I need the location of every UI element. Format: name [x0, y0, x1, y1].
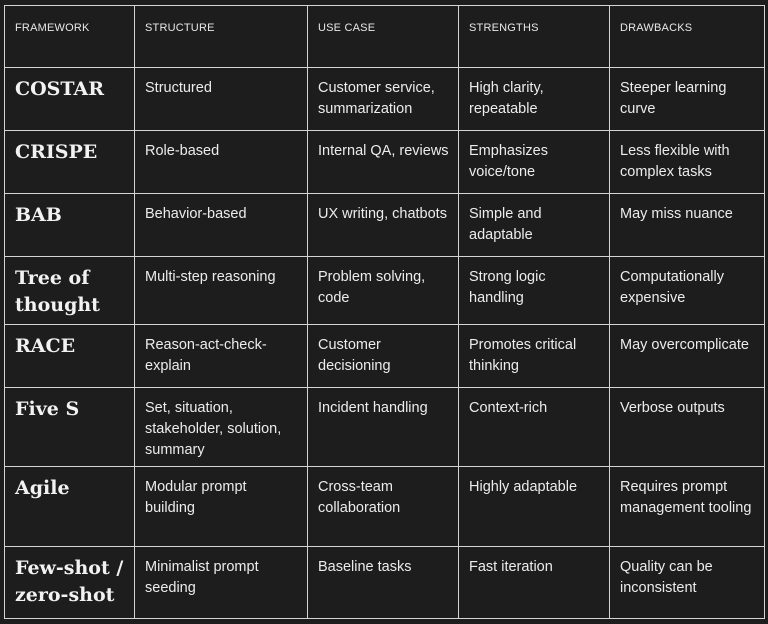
structure-cell: Structured: [135, 68, 308, 131]
header-framework: FRAMEWORK: [5, 6, 135, 68]
use-case-cell: Customer decisioning: [308, 325, 459, 388]
table-row: [5, 467, 765, 547]
framework-cell: Five S: [5, 388, 135, 467]
use-case-cell: Problem solving, code: [308, 257, 459, 325]
structure-cell: Set, situation, stakeholder, solution, summary: [135, 388, 308, 467]
table-row: [5, 547, 765, 619]
structure-cell: Behavior-based: [135, 194, 308, 257]
framework-cell: RACE: [5, 325, 135, 388]
drawbacks-cell: Computationally expensive: [610, 257, 765, 325]
use-case-cell: Internal QA, reviews: [308, 131, 459, 194]
structure-cell: Reason-act-check-explain: [135, 325, 308, 388]
header-strengths: STRENGTHS: [459, 6, 610, 68]
use-case-cell: UX writing, chatbots: [308, 194, 459, 257]
drawbacks-cell: May overcomplicate: [610, 325, 765, 388]
framework-comparison-table: [4, 5, 765, 619]
structure-cell: Multi-step reasoning: [135, 257, 308, 325]
table-row: [5, 131, 765, 194]
strengths-cell: Highly adaptable: [459, 467, 610, 547]
use-case-cell: Customer service, summarization: [308, 68, 459, 131]
table-row: [5, 388, 765, 467]
framework-cell: Tree of thought: [5, 257, 135, 325]
framework-cell: Agile: [5, 467, 135, 547]
strengths-cell: Simple and adaptable: [459, 194, 610, 257]
header-drawbacks: DRAWBACKS: [610, 6, 765, 68]
drawbacks-cell: Quality can be inconsistent: [610, 547, 765, 619]
drawbacks-cell: Requires prompt management tooling: [610, 467, 765, 547]
framework-cell: BAB: [5, 194, 135, 257]
use-case-cell: Baseline tasks: [308, 547, 459, 619]
table-row: [5, 194, 765, 257]
strengths-cell: High clarity, repeatable: [459, 68, 610, 131]
strengths-cell: Context-rich: [459, 388, 610, 467]
header-row: [5, 6, 765, 68]
drawbacks-cell: May miss nuance: [610, 194, 765, 257]
strengths-cell: Strong logic handling: [459, 257, 610, 325]
use-case-cell: Incident handling: [308, 388, 459, 467]
structure-cell: Modular prompt building: [135, 467, 308, 547]
strengths-cell: Promotes critical thinking: [459, 325, 610, 388]
structure-cell: Minimalist prompt seeding: [135, 547, 308, 619]
table-row: [5, 325, 765, 388]
drawbacks-cell: Less flexible with complex tasks: [610, 131, 765, 194]
header-structure: STRUCTURE: [135, 6, 308, 68]
drawbacks-cell: Steeper learning curve: [610, 68, 765, 131]
table-row: [5, 257, 765, 325]
framework-cell: Few-shot / zero-shot: [5, 547, 135, 619]
structure-cell: Role-based: [135, 131, 308, 194]
header-use-case: USE CASE: [308, 6, 459, 68]
table-row: [5, 68, 765, 131]
drawbacks-cell: Verbose outputs: [610, 388, 765, 467]
strengths-cell: Fast iteration: [459, 547, 610, 619]
framework-comparison-table-container: [4, 5, 764, 620]
strengths-cell: Emphasizes voice/tone: [459, 131, 610, 194]
framework-cell: COSTAR: [5, 68, 135, 131]
framework-cell: CRISPE: [5, 131, 135, 194]
use-case-cell: Cross-team collaboration: [308, 467, 459, 547]
